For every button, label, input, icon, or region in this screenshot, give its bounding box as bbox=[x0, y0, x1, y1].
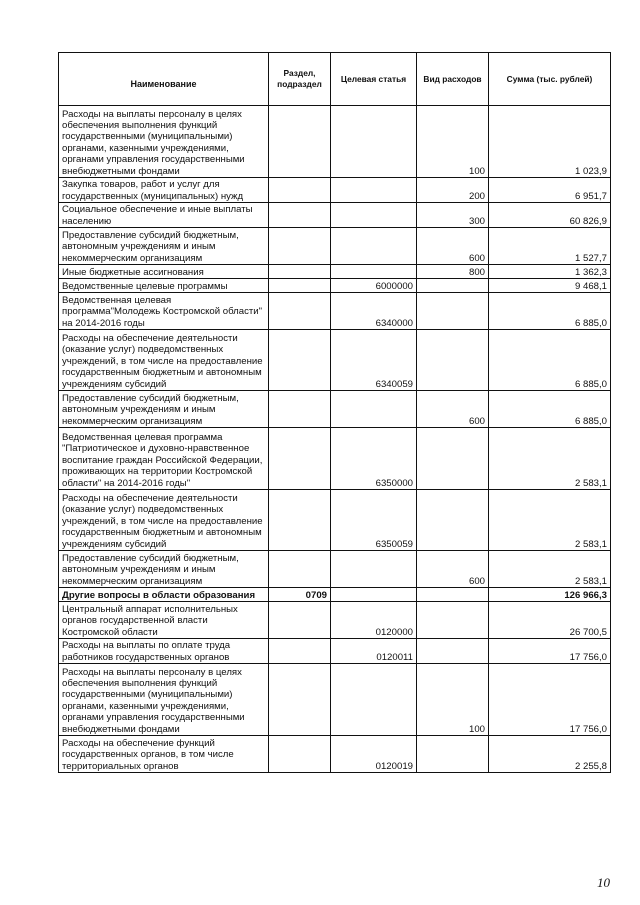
header-sum: Сумма (тыс. рублей) bbox=[489, 53, 611, 106]
cell-section bbox=[269, 391, 331, 428]
cell-target bbox=[331, 106, 417, 178]
cell-type bbox=[417, 428, 489, 490]
cell-target: 6340059 bbox=[331, 330, 417, 391]
cell-name: Ведомственная целевая программа"Молодежь Костромской области" на 2014-2016 годы bbox=[59, 293, 269, 330]
cell-section bbox=[269, 639, 331, 664]
cell-target bbox=[331, 588, 417, 602]
header-name: Наименование bbox=[59, 53, 269, 106]
cell-type bbox=[417, 736, 489, 773]
table-row bbox=[59, 602, 611, 639]
cell-type: 600 bbox=[417, 228, 489, 265]
cell-name: Расходы на выплаты персоналу в целях обеспечения выполнения функций государственными (муниципальными) органами, казенными учреждениями, органами управления государственными внебюджетными фондами bbox=[59, 664, 269, 736]
cell-type bbox=[417, 330, 489, 391]
cell-section bbox=[269, 736, 331, 773]
cell-target bbox=[331, 265, 417, 279]
cell-name: Закупка товаров, работ и услуг для государственных (муниципальных) нужд bbox=[59, 178, 269, 203]
header-target: Целевая статья bbox=[331, 53, 417, 106]
cell-type: 800 bbox=[417, 265, 489, 279]
header-section: Раздел, подраздел bbox=[269, 53, 331, 106]
cell-section bbox=[269, 551, 331, 588]
table-row bbox=[59, 736, 611, 773]
cell-name: Расходы на обеспечение функций государственных органов, в том числе территориальных органов bbox=[59, 736, 269, 773]
cell-target bbox=[331, 664, 417, 736]
cell-sum: 26 700,5 bbox=[489, 602, 611, 639]
cell-name: Центральный аппарат исполнительных органов государственной власти Костромской области bbox=[59, 602, 269, 639]
cell-section bbox=[269, 106, 331, 178]
table-row bbox=[59, 228, 611, 265]
cell-sum: 6 885,0 bbox=[489, 293, 611, 330]
cell-target bbox=[331, 551, 417, 588]
cell-name: Расходы на выплаты по оплате труда работников государственных органов bbox=[59, 639, 269, 664]
cell-name: Другие вопросы в области образования bbox=[59, 588, 269, 602]
cell-target bbox=[331, 228, 417, 265]
table-row bbox=[59, 265, 611, 279]
cell-type: 100 bbox=[417, 664, 489, 736]
cell-type: 600 bbox=[417, 551, 489, 588]
table-row bbox=[59, 391, 611, 428]
cell-type bbox=[417, 639, 489, 664]
table-row bbox=[59, 551, 611, 588]
cell-sum: 2 583,1 bbox=[489, 428, 611, 490]
cell-sum: 2 583,1 bbox=[489, 490, 611, 551]
cell-type bbox=[417, 490, 489, 551]
cell-section bbox=[269, 293, 331, 330]
cell-type bbox=[417, 602, 489, 639]
cell-name: Ведомственные целевые программы bbox=[59, 279, 269, 293]
cell-section bbox=[269, 228, 331, 265]
cell-type bbox=[417, 588, 489, 602]
table-row bbox=[59, 330, 611, 391]
cell-type: 100 bbox=[417, 106, 489, 178]
cell-sum: 6 885,0 bbox=[489, 391, 611, 428]
cell-sum: 1 023,9 bbox=[489, 106, 611, 178]
table-row bbox=[59, 639, 611, 664]
cell-type: 600 bbox=[417, 391, 489, 428]
cell-type bbox=[417, 293, 489, 330]
cell-sum: 17 756,0 bbox=[489, 639, 611, 664]
cell-target bbox=[331, 203, 417, 228]
cell-target: 6340000 bbox=[331, 293, 417, 330]
cell-name: Предоставление субсидий бюджетным, автономным учреждениям и иным некоммерческим организациям bbox=[59, 391, 269, 428]
cell-sum: 2 255,8 bbox=[489, 736, 611, 773]
cell-name: Расходы на выплаты персоналу в целях обеспечения выполнения функций государственными (муниципальными) органами, казенными учреждениями, органами управления государственными внебюджетными фондами bbox=[59, 106, 269, 178]
table-row bbox=[59, 106, 611, 178]
cell-target: 0120019 bbox=[331, 736, 417, 773]
cell-target: 0120011 bbox=[331, 639, 417, 664]
cell-name: Иные бюджетные ассигнования bbox=[59, 265, 269, 279]
cell-sum: 6 885,0 bbox=[489, 330, 611, 391]
cell-sum: 6 951,7 bbox=[489, 178, 611, 203]
cell-type: 300 bbox=[417, 203, 489, 228]
cell-sum: 2 583,1 bbox=[489, 551, 611, 588]
cell-name: Предоставление субсидий бюджетным, автономным учреждениям и иным некоммерческим организациям bbox=[59, 551, 269, 588]
cell-name: Расходы на обеспечение деятельности (оказание услуг) подведомственных учреждений, в том числе на предоставление государственным бюджетным и автономным учреждениям субсидий bbox=[59, 490, 269, 551]
cell-section bbox=[269, 178, 331, 203]
cell-name: Расходы на обеспечение деятельности (оказание услуг) подведомственных учреждений, в том числе на предоставление государственным бюджетным и автономным учреждениям субсидий bbox=[59, 330, 269, 391]
cell-sum: 1 362,3 bbox=[489, 265, 611, 279]
budget-table bbox=[58, 52, 611, 773]
table-row bbox=[59, 279, 611, 293]
cell-target bbox=[331, 178, 417, 203]
cell-target: 6000000 bbox=[331, 279, 417, 293]
table-header-row bbox=[59, 53, 611, 106]
cell-section bbox=[269, 330, 331, 391]
header-type: Вид расходов bbox=[417, 53, 489, 106]
cell-sum: 9 468,1 bbox=[489, 279, 611, 293]
cell-section bbox=[269, 602, 331, 639]
cell-name: Ведомственная целевая программа "Патриотическое и духовно-нравственное воспитание граждан Российской Федерации, проживающих на территории Костромской области" на 2014-2016 годы" bbox=[59, 428, 269, 490]
table-row bbox=[59, 588, 611, 602]
cell-sum: 60 826,9 bbox=[489, 203, 611, 228]
cell-name: Предоставление субсидий бюджетным, автономным учреждениям и иным некоммерческим организациям bbox=[59, 228, 269, 265]
page-number: 10 bbox=[597, 875, 610, 890]
cell-target bbox=[331, 391, 417, 428]
table-row bbox=[59, 664, 611, 736]
cell-sum: 17 756,0 bbox=[489, 664, 611, 736]
cell-section bbox=[269, 279, 331, 293]
cell-sum: 126 966,3 bbox=[489, 588, 611, 602]
table-row bbox=[59, 490, 611, 551]
table-row bbox=[59, 293, 611, 330]
cell-type: 200 bbox=[417, 178, 489, 203]
cell-section bbox=[269, 203, 331, 228]
table-row bbox=[59, 428, 611, 490]
cell-sum: 1 527,7 bbox=[489, 228, 611, 265]
cell-target: 6350000 bbox=[331, 428, 417, 490]
cell-section: 0709 bbox=[269, 588, 331, 602]
table-row bbox=[59, 203, 611, 228]
cell-type bbox=[417, 279, 489, 293]
table-row bbox=[59, 178, 611, 203]
cell-name: Социальное обеспечение и иные выплаты населению bbox=[59, 203, 269, 228]
cell-section bbox=[269, 490, 331, 551]
cell-target: 6350059 bbox=[331, 490, 417, 551]
cell-section bbox=[269, 428, 331, 490]
cell-target: 0120000 bbox=[331, 602, 417, 639]
cell-section bbox=[269, 664, 331, 736]
cell-section bbox=[269, 265, 331, 279]
